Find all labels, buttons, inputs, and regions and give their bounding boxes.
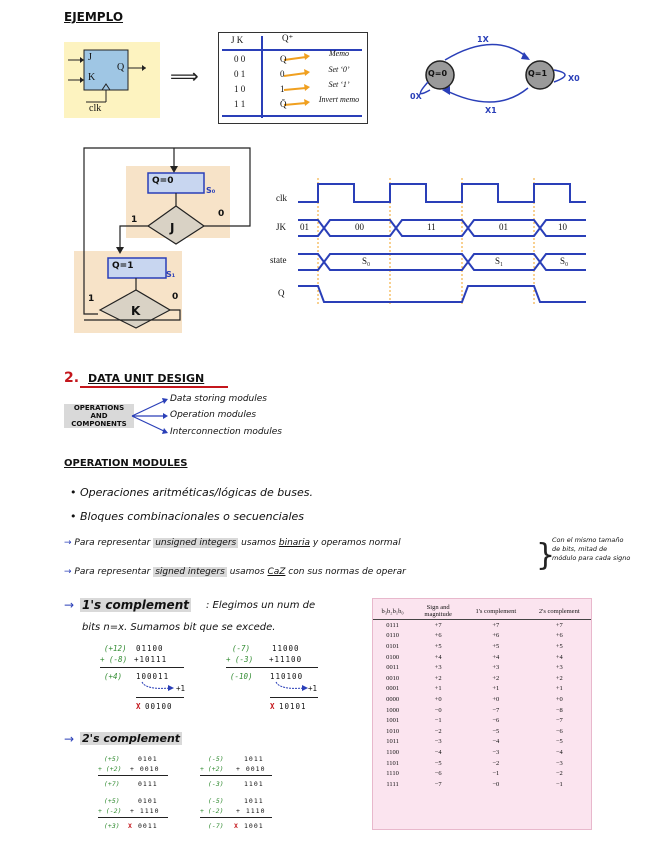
table-row <box>373 631 591 642</box>
transition-label: X1 <box>485 106 497 115</box>
ex-dec: + (-2) <box>98 807 122 815</box>
ex-bin: 11000 <box>272 644 300 653</box>
arrow-icon: → <box>64 538 72 548</box>
table-cell: −5 <box>555 738 563 746</box>
table-cell: 0011 <box>386 664 399 672</box>
transition-label: X0 <box>568 74 580 83</box>
table-cell: −7 <box>492 706 500 714</box>
ex-dec: (+4) <box>104 672 123 681</box>
table-cell: 1110 <box>386 770 399 778</box>
table-cell: +0 <box>492 695 500 703</box>
sum-line <box>270 697 318 698</box>
line-text: usamos <box>229 567 265 577</box>
table-cell: +4 <box>555 653 563 661</box>
table-cell: +1 <box>492 685 500 693</box>
table-cell: −1 <box>555 780 563 788</box>
highlight-text: signed integers <box>155 567 225 577</box>
table-cell: −0 <box>492 780 500 788</box>
table-cell: +7 <box>492 621 500 629</box>
table-cell: 0010 <box>386 674 400 682</box>
line-text: Para representar <box>74 538 151 548</box>
signed-line <box>64 567 406 577</box>
ex-dec: + (+2) <box>98 765 122 773</box>
timing-diagram <box>298 178 588 308</box>
ex-bin: +10111 <box>134 655 168 664</box>
ex-dec: + (-8) <box>100 655 128 664</box>
ex-bin: 1001 <box>244 822 264 830</box>
timing-label: state <box>270 255 287 265</box>
asm-branch-zero: 0 <box>218 209 225 219</box>
table-cell: −7 <box>555 717 563 725</box>
state-value: S₀ <box>560 256 569 266</box>
section-number: 2. <box>64 370 80 386</box>
table-cell: −1 <box>434 717 442 725</box>
table-cell: +6 <box>434 632 442 640</box>
ex-dec: (-3) <box>208 780 224 788</box>
table-cell: +3 <box>434 664 442 672</box>
table-cell: −2 <box>555 770 563 778</box>
table-row <box>373 758 591 769</box>
table-cell: +0 <box>555 695 563 703</box>
ones-desc: : Elegimos un num de <box>206 600 316 611</box>
tt-header-jk: J K <box>231 35 244 45</box>
table-cell: −4 <box>434 748 442 756</box>
ex-dec: (-10) <box>230 672 253 681</box>
table-cell: +3 <box>555 664 563 672</box>
ex-bin: 0111 <box>138 780 158 788</box>
transition-label: 0X <box>410 92 422 101</box>
ex-bin: + 0010 <box>236 765 266 773</box>
ex-bin: 100011 <box>136 672 170 681</box>
asm-state0-tag: S₀ <box>206 186 216 195</box>
table-cell: 1010 <box>386 727 400 735</box>
sum-line <box>200 817 272 818</box>
table-cell: −6 <box>434 770 442 778</box>
state-value: S₁ <box>495 256 504 266</box>
asm-state1-label: Q=1 <box>112 261 134 271</box>
underlined-text: CaZ <box>267 567 286 577</box>
table-cell: +2 <box>492 674 500 682</box>
table-row <box>373 662 591 673</box>
asm-state0-label: Q=0 <box>152 176 174 186</box>
table-cell: −0 <box>434 706 442 714</box>
table-cell: −8 <box>555 706 563 714</box>
table-cell: −1 <box>492 770 500 778</box>
table-cell: +6 <box>555 632 563 640</box>
table-cell: −2 <box>492 759 500 767</box>
overflow-x: X <box>136 702 141 711</box>
twos-complement-title: 2's complement <box>82 732 181 745</box>
table-row <box>373 747 591 758</box>
ff-q-label: Q <box>117 62 125 73</box>
ex-bin: + 0010 <box>130 765 160 773</box>
table-cell: −5 <box>492 727 500 735</box>
transition-label: 1X <box>477 35 489 44</box>
carry-value: +1 <box>308 684 318 693</box>
state-value: S₀ <box>362 256 371 266</box>
ex-bin: 0101 <box>138 797 158 805</box>
branch-item: Operation modules <box>170 410 257 420</box>
table-body <box>373 620 591 790</box>
table-cell: −3 <box>555 759 563 767</box>
table-row <box>373 768 591 779</box>
asm-decision-j: J <box>170 221 175 235</box>
line-text: con sus normas de operar <box>288 567 406 577</box>
sum-line <box>200 775 272 776</box>
ex-dec: (-7) <box>208 822 224 830</box>
brace-note: Con el mismo tamaño de bits, mitad de módulo para cada signo <box>552 536 631 562</box>
table-header: b₃b₂b₁b₀ <box>373 603 412 620</box>
tt-row-jk: 0 0 <box>234 54 246 64</box>
overflow-x: X <box>128 822 132 830</box>
ex-bin: 0011 <box>138 822 158 830</box>
table-cell: +3 <box>492 664 500 672</box>
timing-label: Q <box>278 288 285 298</box>
table-header: Sign and magnitude <box>412 603 464 620</box>
table-cell: 0100 <box>386 653 400 661</box>
ones-complement-title: 1's complement <box>82 598 189 612</box>
carry-value: +1 <box>176 684 186 693</box>
table-cell: +4 <box>492 653 500 661</box>
operation-modules-title: OPERATION MODULES <box>64 458 188 469</box>
table-cell: −5 <box>434 759 442 767</box>
table-cell: 1011 <box>386 738 399 746</box>
ex-dec: (+3) <box>104 822 120 830</box>
table-row <box>373 737 591 748</box>
table-cell: −4 <box>555 748 563 756</box>
line-text: usamos <box>241 538 276 548</box>
ex-dec: (+5) <box>104 797 120 805</box>
tt-row-q: Q̄ <box>280 99 287 109</box>
overflow-x: X <box>234 822 238 830</box>
table-cell: +2 <box>434 674 442 682</box>
implies-arrow-icon: ⟹ <box>170 64 199 88</box>
tt-row-jk: 1 0 <box>234 84 246 94</box>
sum-line <box>98 817 168 818</box>
table-cell: −6 <box>555 727 563 735</box>
table-cell: −4 <box>492 738 500 746</box>
table-cell: 1001 <box>386 717 400 725</box>
bullet-item: • Operaciones aritméticas/lógicas de buses. <box>70 486 313 499</box>
tt-row-op: Invert memo <box>318 95 360 104</box>
section-title: DATA UNIT DESIGN <box>88 372 205 385</box>
table-header: 1's complement <box>464 603 527 620</box>
carry-arrow <box>140 680 180 694</box>
table-header-row <box>373 603 591 620</box>
bullet-item: • Bloques combinacionales o secuenciales <box>70 510 305 523</box>
ex-dec: (+5) <box>104 755 120 763</box>
ex-bin: 110100 <box>270 672 304 681</box>
table-row <box>373 673 591 684</box>
table-cell: +5 <box>434 642 442 650</box>
table-cell: +7 <box>434 621 442 629</box>
asm-chart <box>70 140 270 340</box>
ex-bin: 1101 <box>244 780 264 788</box>
table-cell: 0101 <box>386 642 400 650</box>
ff-j-label: J <box>88 52 92 63</box>
table-cell: 0001 <box>386 685 400 693</box>
arrow-icon: → <box>64 567 72 577</box>
table-cell: +1 <box>555 685 563 693</box>
asm-decision-k: K <box>131 304 141 318</box>
line-text: Para representar <box>74 567 151 577</box>
table-cell: +4 <box>434 653 442 661</box>
jk-value: 01 <box>499 222 508 232</box>
table-cell: +1 <box>434 685 442 693</box>
ff-k-label: K <box>88 72 96 83</box>
section-underline <box>80 386 228 388</box>
table-cell: −3 <box>434 738 442 746</box>
highlight-text: unsigned integers <box>155 538 237 548</box>
table-row <box>373 726 591 737</box>
state-q1: Q=1 <box>528 69 548 78</box>
table-cell: +6 <box>492 632 500 640</box>
table-row <box>373 684 591 695</box>
representation-table <box>373 603 591 790</box>
tt-row-q: 0 <box>280 69 285 79</box>
bullet-text: Bloques combinacionales o secuenciales <box>80 510 305 523</box>
jk-value: 11 <box>427 222 436 232</box>
ex-bin: 01100 <box>136 644 164 653</box>
table-row <box>373 715 591 726</box>
table-cell: −7 <box>434 780 442 788</box>
ex-bin: +11100 <box>269 655 303 664</box>
ex-bin: + 1110 <box>236 807 266 815</box>
tt-row-op: Set ‘0’ <box>328 65 350 74</box>
ex-dec: (-5) <box>208 755 224 763</box>
brace-icon: } <box>536 538 556 573</box>
state-q0: Q=0 <box>428 69 448 78</box>
branch-item: Interconnection modules <box>170 427 282 437</box>
sum-line <box>100 667 184 668</box>
table-cell: +2 <box>555 674 563 682</box>
bullet-text: Operaciones aritméticas/lógicas de buses. <box>80 486 313 499</box>
ex-dec: (+12) <box>104 644 127 653</box>
ex-bin: 0101 <box>138 755 158 763</box>
tt-row-jk: 1 1 <box>234 99 246 109</box>
unsigned-line <box>64 538 401 548</box>
table-cell: −2 <box>434 727 442 735</box>
branch-item: Data storing modules <box>170 394 267 404</box>
timing-label: JK <box>276 222 287 232</box>
table-row <box>373 694 591 705</box>
ex-bin: 00100 <box>145 702 173 711</box>
asm-branch-one: 1 <box>131 215 138 225</box>
table-row <box>373 779 591 790</box>
operations-components-label: OPERATIONS AND COMPONENTS <box>64 404 134 428</box>
ones-desc: bits n=x. Sumamos bit que se excede. <box>82 622 276 633</box>
ex-dec: (+7) <box>104 780 120 788</box>
number-representation-table <box>372 598 592 830</box>
underlined-text: binaria <box>278 538 311 548</box>
jk-value: 01 <box>300 222 309 232</box>
table-row <box>373 620 591 631</box>
asm-state1-tag: S₁ <box>166 270 176 279</box>
tt-row-q: 1 <box>280 84 285 94</box>
table-row <box>373 641 591 652</box>
jk-value: 10 <box>558 222 567 232</box>
table-cell: +0 <box>434 695 442 703</box>
tt-row-q: Q <box>280 54 287 64</box>
tt-row-op: Memo <box>329 49 349 58</box>
ex-bin: + 1110 <box>130 807 160 815</box>
sum-line <box>136 697 184 698</box>
tt-row-jk: 0 1 <box>234 69 246 79</box>
table-cell: 1000 <box>386 706 400 714</box>
branch-arrows <box>130 394 170 440</box>
ff-clk-label: clk <box>89 103 102 114</box>
line-text: y operamos normal <box>312 538 401 548</box>
table-cell: −6 <box>492 717 500 725</box>
ex-dec: (-5) <box>208 797 224 805</box>
table-cell: +5 <box>555 642 563 650</box>
table-cell: +7 <box>555 621 563 629</box>
arrow-icon: → <box>64 732 75 746</box>
table-row <box>373 652 591 663</box>
jk-value: 00 <box>355 222 364 232</box>
ex-dec: + (+2) <box>200 765 224 773</box>
flipflop-symbol <box>64 42 164 122</box>
ex-dec: (-7) <box>232 644 251 653</box>
tt-row-op: Set ‘1’ <box>328 80 350 89</box>
sum-line <box>226 667 318 668</box>
table-cell: 0000 <box>386 695 400 703</box>
ex-bin: 1011 <box>244 797 264 805</box>
asm-branch-zero: 0 <box>172 292 179 302</box>
table-cell: 1111 <box>386 780 399 788</box>
table-cell: 0111 <box>386 621 399 629</box>
table-cell: +5 <box>492 642 500 650</box>
table-cell: 1101 <box>386 759 399 767</box>
timing-label: clk <box>276 193 287 203</box>
table-row <box>373 705 591 716</box>
table-header: 2's complement <box>528 603 591 620</box>
table-cell: −3 <box>492 748 500 756</box>
arrow-icon: → <box>64 598 75 612</box>
overflow-x: X <box>270 702 275 711</box>
tt-header-q: Q⁺ <box>282 33 294 43</box>
table-cell: 1100 <box>386 748 399 756</box>
ex-bin: 10101 <box>279 702 307 711</box>
asm-branch-one: 1 <box>88 294 95 304</box>
table-cell: 0110 <box>386 632 399 640</box>
sum-line <box>98 775 168 776</box>
ex-bin: 1011 <box>244 755 264 763</box>
ex-dec: + (-2) <box>200 807 224 815</box>
example-title: EJEMPLO <box>64 10 124 24</box>
ex-dec: + (-3) <box>226 655 254 664</box>
